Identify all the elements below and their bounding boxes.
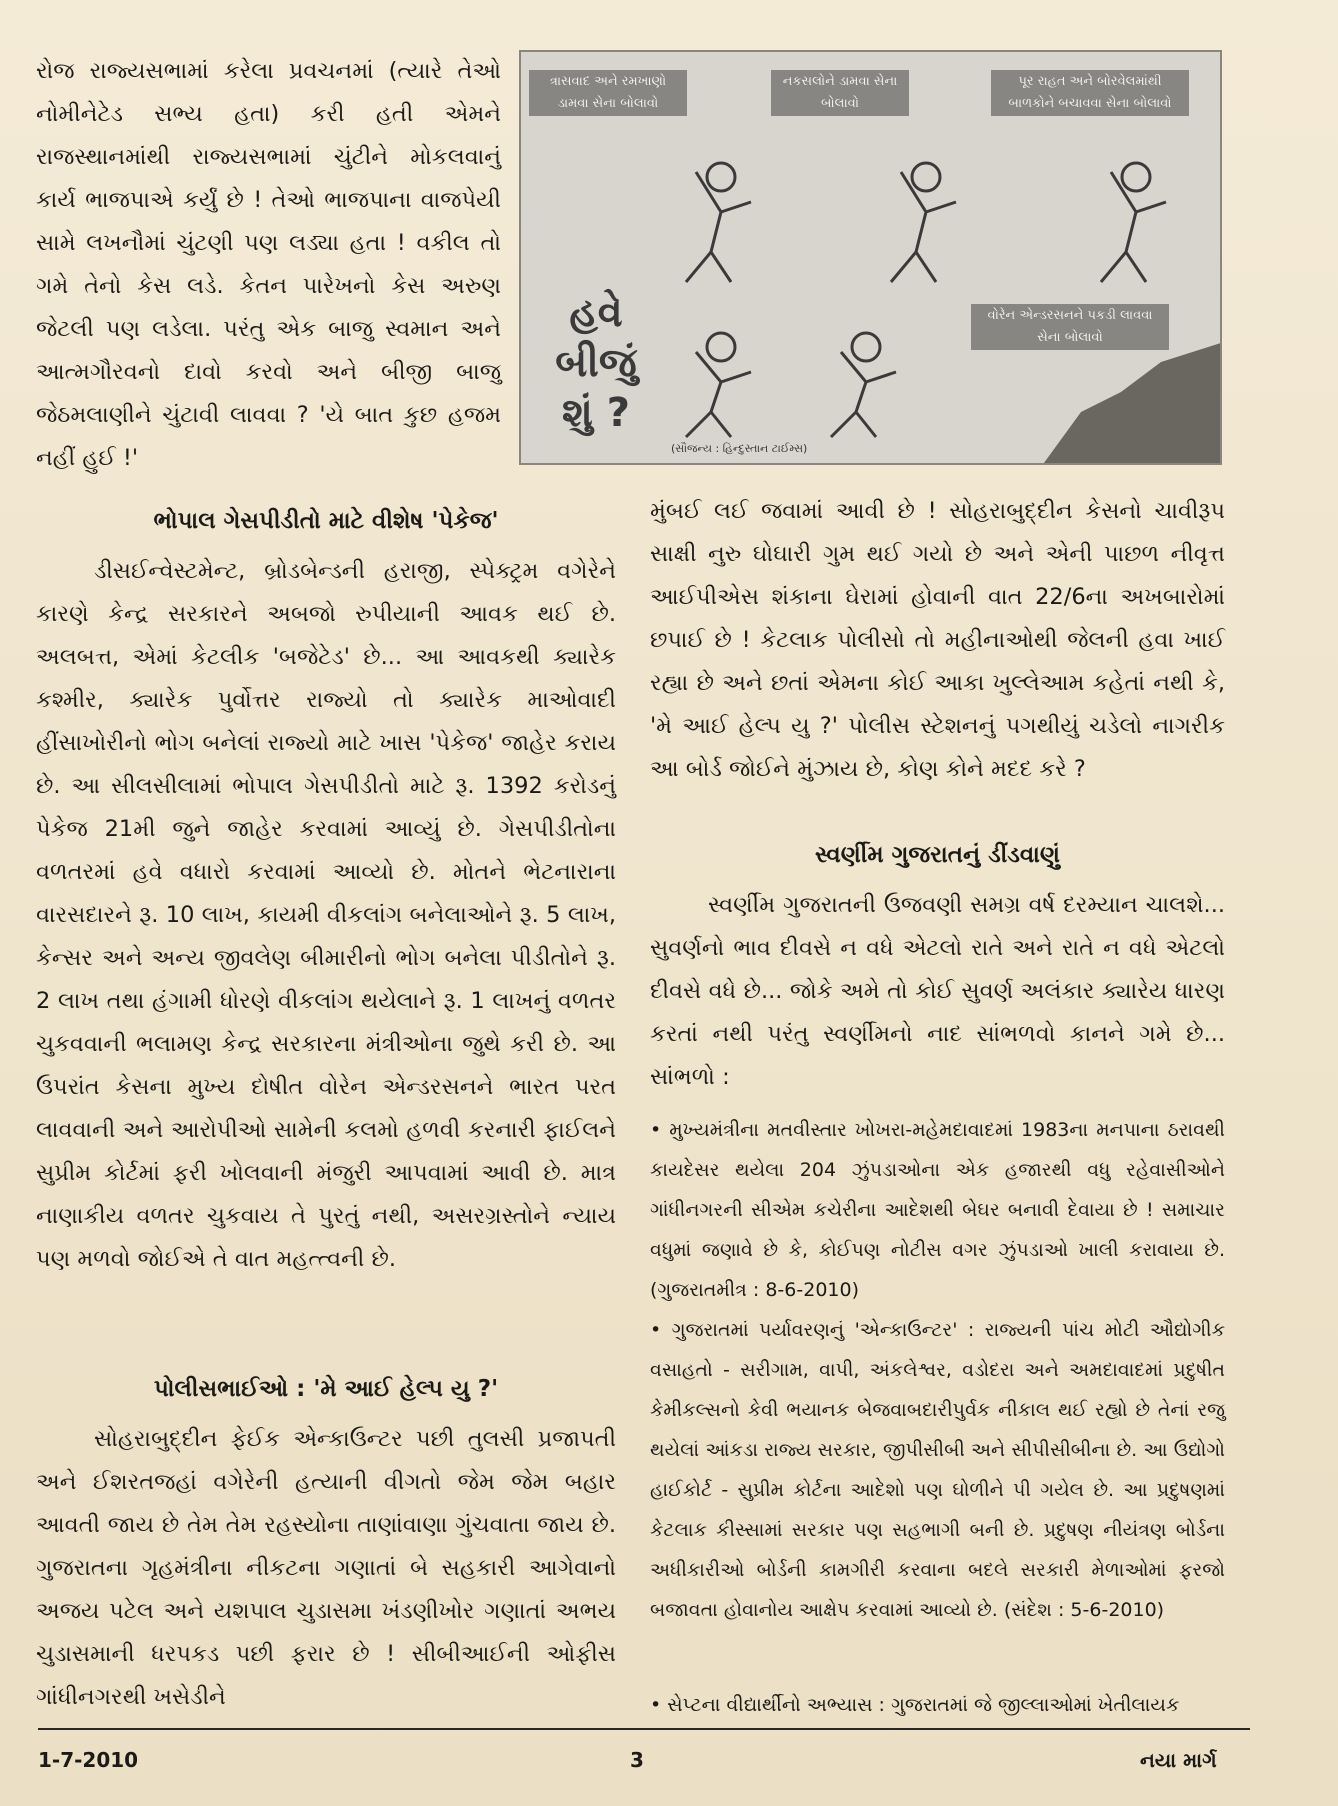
cartoon-caption-terrorism: ત્રાસવાદ અને રમખાણો ડામવા સેના બોલાવો — [529, 70, 687, 116]
bullet-environment-encounter: • ગુજરાતમાં પર્યાવરણનું 'એન્કાઉન્ટર' : રાજ્યની પાંચ મોટી ઔદ્યોગીક વસાહતો - સરીગામ, વાપી, અંકલેશ્વર, વડોદરા અને અમદાવાદમાં પ્રદુષીત કેમીકલ્સનો કેવી ભયાનક બેજવાબદારીપુર્વક નીકાલ થઈ રહ્યો છે તેનાં રજુ થયેલાં આંકડા રાજ્ય સરકાર, જીપીસીબી અને સીપીસીબીના છે. આ ઉદ્યોગો હાઈકોર્ટ - સુપ્રીમ કોર્ટના આદેશો પણ ઘોળીને પી ગયેલ છે. આ પ્રદુષણમાં કેટલાક કીસ્સામાં સરકાર પણ સહભાગી બની છે. પ્રદુષણ નીયંત્રણ બોર્ડના અધીકારીઓ બોર્ડની કામગીરી કરવાના બદલે સરકારી મેળાઓમાં ફરજો બજાવતા હોવાનોય આક્ષેપ કરવામાં આવ્યો છે. (સંદેશ : 5-6-2010) — [650, 1319, 1225, 1621]
intro-paragraph: રોજ રાજ્યસભામાં કરેલા પ્રવચનમાં (ત્યારે તેઓ નોમીનેટેડ સભ્ય હતા) કરી હતી એમને રાજસ્થાનમાંથી રાજ્યસભામાં ચુંટીને મોકલવાનું કાર્ય ભાજપાએ કર્યું છે ! તેઓ ભાજપાના વાજપેયી સામે લખનૌમાં ચુંટણી પણ લડ્યા હતા ! વકીલ તો ગમે તેનો કેસ લડે. કેતન પારેખનો કેસ અરુણ જેટલી પણ લડેલા. પરંતુ એક બાજુ સ્વમાન અને આત્મગૌરવનો દાવો કરવો અને બીજી બાજુ જેઠમલાણીને ચુંટાવી લાવવા ? 'યે બાત કુછ હજમ નહીં હુઈ !' — [36, 58, 501, 471]
political-cartoon — [519, 50, 1222, 465]
bullet-khokhra-evictions: • મુખ્યમંત્રીના મતવીસ્તાર ખોખરા-મહેમદાવાદમાં 1983ના મનપાના ઠરાવથી કાયદેસર થયેલા 204 ઝુંપડાઓના એક હજારથી વધુ રહેવાસીઓને ગાંધીનગરની સીએમ કચેરીના આદેશથી બેઘર બનાવી દેવાયા છે ! સમાચાર વધુમાં જણાવે છે કે, કોઈપણ નોટીસ વગર ઝુંપડાઓ ખાલી કરાવાયા છે. (ગુજરાતમીત્ર : 8-6-2010) — [650, 1119, 1225, 1301]
heading-police-may-i-help-you: પોલીસભાઈઓ : 'મે આઈ હેલ્પ યુ ?' — [153, 1376, 499, 1402]
heading-bhopal-package: ભોપાલ ગેસપીડીતો માટે વીશેષ 'પેકેજ' — [153, 508, 499, 534]
cartoon-credit: (સૌજન્ય : હિન્દુસ્તાન ટાઈમ્સ) — [671, 442, 808, 455]
bhopal-paragraph: ડીસઈન્વેસ્ટમેન્ટ, બ્રોડબેન્ડની હરાજી, સ્પેક્ટ્રમ વગેરેને કારણે કેન્દ્ર સરકારને અબજો રુપીયાની આવક થઈ છે. અલબત્ત, એમાં કેટલીક 'બજેટેડ' છે... આ આવકથી ક્યારેક કશ્મીર, ક્યારેક પુર્વોત્તર રાજ્યો તો ક્યારેક માઓવાદી હીંસાખોરીનો ભોગ બનેલાં રાજ્યો માટે ખાસ 'પેકેજ' જાહેર કરાય છે. આ સીલસીલામાં ભોપાલ ગેસપીડીતો માટે રૂ. 1392 કરોડનું પેકેજ 21મી જુને જાહેર કરવામાં આવ્યું છે. ગેસપીડીતોના વળતરમાં હવે વધારો કરવામાં આવ્યો છે. મોતને ભેટનારાના વારસદારને રૂ. 10 લાખ, કાયમી વીકલાંગ બનેલાઓને રૂ. 5 લાખ, કેન્સર અને અન્ય જીવલેણ બીમારીનો ભોગ બનેલા પીડીતોને રૂ. 2 લાખ તથા હંગામી ધોરણે વીકલાંગ થયેલાને રૂ. 1 લાખનું વળતર ચુકવવાની ભલામણ કેન્દ્ર સરકારના મંત્રીઓના જુથે કરી છે. આ ઉપરાંત કેસના મુખ્ય દોષીત વોરેન એન્ડરસનને ભારત પરત લાવવાની અને આરોપીઓ સામેની કલમો હળવી કરનારી ફાઈલને સુપ્રીમ કોર્ટમાં ફરી ખોલવાની મંજુરી આપવામાં આવી છે. માત્ર નાણાકીય વળતર ચુકવાય તે પુરતું નથી, અસરગ્રસ્તોને ન્યાય પણ મળવો જોઈએ તે વાત મહત્ત્વની છે. — [36, 558, 616, 1272]
cartoon-caption-anderson: વોરેન એન્ડરસનને પકડી લાવવા સેના બોલાવો — [971, 304, 1169, 350]
footer-date: 1-7-2010 — [38, 1748, 139, 1772]
bullet-cept-study: • સેપ્ટના વીદ્યાર્થીનો અભ્યાસ : ગુજરાતમાં જે જીલ્લાઓમાં ખેતીલાયક — [650, 1694, 1180, 1716]
cartoon-question-text: હવે બીજું શું ? — [555, 290, 637, 436]
footer-rule — [38, 1728, 1250, 1730]
cartoon-caption-flood-relief: પૂર રાહત અને બોરવેલમાંથી બાળકોને બચાવવા સેના બોલાવો — [991, 70, 1189, 116]
swarnim-gujarat-paragraph: સ્વર્ણીમ ગુજરાતની ઉજવણી સમગ્ર વર્ષ દરમ્યાન ચાલશે... સુવર્ણનો ભાવ દીવસે ન વધે એટલો રાતે અને રાતે ન વધે એટલો દીવસે વધે છે... જોકે અમે તો કોઈ સુવર્ણ અલંકાર ક્યારેય ધારણ કરતાં નથી પરંતુ સ્વર્ણીમનો નાદ સાંભળવો કાનને ગમે છે... સાંભળો : — [650, 892, 1225, 1090]
heading-swarnim-gujarat: સ્વર્ણીમ ગુજરાતનું ડીંડવાણું — [815, 842, 1060, 868]
police-paragraph-continued: મુંબઈ લઈ જવામાં આવી છે ! સોહરાબુદ્દીન કેસનો ચાવીરૂપ સાક્ષી નુરુ ઘોઘારી ગુમ થઈ ગયો છે અને એની પાછળ નીવૃત્ત આઈપીએસ શંકાના ઘેરામાં હોવાની વાત 22/6ના અખબારોમાં છપાઈ છે ! કેટલાક પોલીસો તો મહીનાઓથી જેલની હવા ખાઈ રહ્યા છે અને છતાં એમના કોઈ આકા ખુલ્લેઆમ કહેતાં નથી કે, 'મે આઈ હેલ્પ યુ ?' પોલીસ સ્ટેશનનું પગથીયું ચડેલો નાગરીક આ બોર્ડ જોઈને મુંઝાય છે, કોણ કોને મદદ કરે ? — [650, 498, 1225, 782]
police-paragraph: સોહરાબુદ્દીન ફેઈક એન્કાઉન્ટર પછી તુલસી પ્રજાપતી અને ઈશરતજહાં વગેરેની હત્યાની વીગતો જેમ જેમ બહાર આવતી જાય છે તેમ તેમ રહસ્યોના તાણાંવાણા ગુંચવાતા જાય છે. ગુજરાતના ગૃહમંત્રીના નીકટના ગણાતાં બે સહકારી આગેવાનો અજય પટેલ અને યશપાલ ચુડાસમા ખંડણીખોર ગણાતાં અભય ચુડાસમાની ધરપકડ પછી ફરાર છે ! સીબીઆઈની ઓફીસ ગાંધીનગરથી ખસેડીને — [36, 1426, 616, 1710]
publication-name: નયા માર્ગ — [1140, 1748, 1217, 1772]
cartoon-caption-naxals: નકસલોને ડામવા સેના બોલાવો — [771, 70, 909, 116]
page-number: 3 — [630, 1748, 644, 1772]
